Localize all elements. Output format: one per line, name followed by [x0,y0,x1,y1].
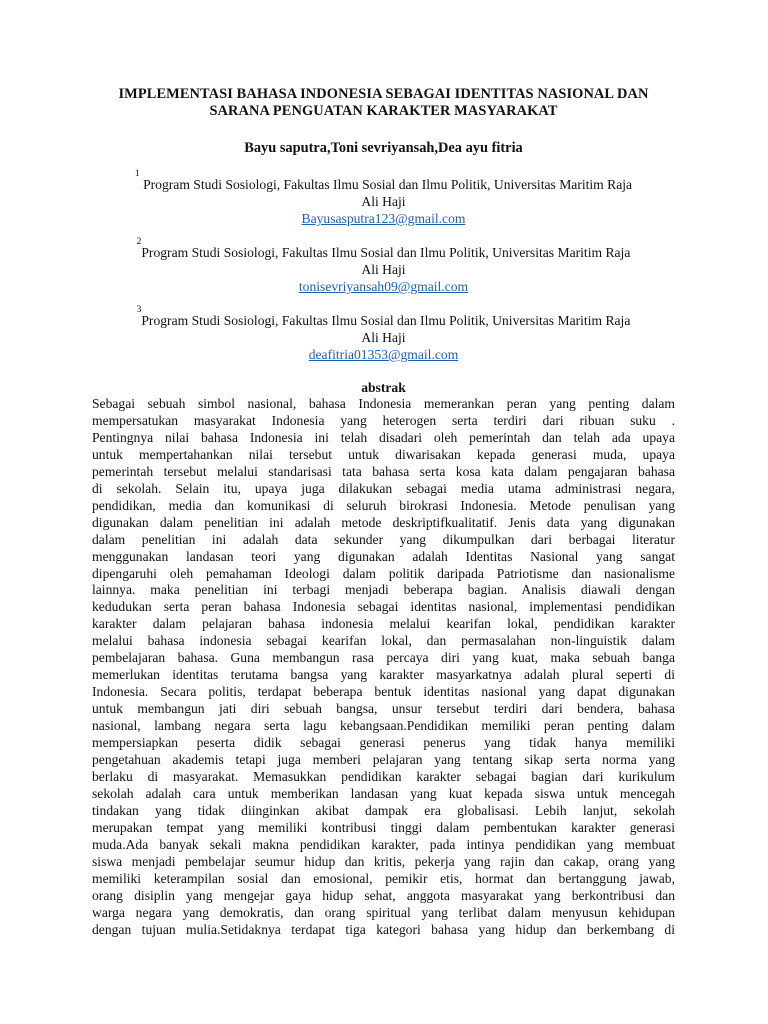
abstract-line: berlaku di masyarakat. Memasukkan pendidikan karakter sebagai bagian dari kurikulum [92,768,675,784]
abstract-line: Sebagai sebuah simbol nasional, bahasa Indonesia memerankan peran yang penting dalam [92,396,675,411]
abstract-line: orang disiplin yang mengejar gaya hidup sehat, anggota masyarakat yang berkontribusi dan [92,887,675,903]
abstract-line: dipengaruhi oleh pemahaman Ideologi dalam politik daripada Patriotisme dan nasionalisme [92,565,675,581]
affiliation-1 [92,169,675,227]
paper-title [92,86,675,119]
abstract-line: dengan tujuan mulia.Setidaknya terdapat tiga kategori bahasa yang hidup dan berkembang di [92,921,675,937]
affiliation-3 [92,305,675,363]
abstract-line: mempersiapkan peserta didik sebagai generasi penerus yang tidak hanya memiliki [92,735,675,751]
affiliation-text-cont: Ali Haji [361,262,406,277]
abstract-line: nasional, lambang negara serta lagu kebangsaan.Pendidikan memiliki peran penting dalam [92,718,675,734]
abstract-heading: abstrak [361,380,406,395]
abstract-line: untuk membangun jati diri sebuah bangsa, unsur tersebut terdiri dari bendera, bahasa [92,701,675,717]
abstract-line: dalam penelitian ini adalah data sekunder yang dikumpulkan dari berbagai literatur [92,531,675,547]
abstract-line: melalui bahasa indonesia sebagai kearifan lokal, dan permasalahan non-linguistik dalam [92,633,675,649]
affiliation-number: 2 [136,237,142,247]
abstract-line: mempersatukan masyarakat Indonesia yang heterogen serta terdiri dari ribuan suku . [92,412,675,428]
title-line-1: IMPLEMENTASI BAHASA INDONESIA SEBAGAI IDENTITAS NASIONAL DAN [118,86,649,102]
abstract-line: digunakan dalam penelitian ini adalah metode deskriptifkualitatif. Jenis data yang digunakan [92,514,675,530]
abstract-line: tindakan yang tidak diinginkan akibat dampak era globalisasi. Lebih lanjut, sekolah [92,802,675,818]
affiliation-number: 3 [136,305,142,315]
email-link[interactable]: tonisevriyansah09@gmail.com [298,279,469,294]
abstract-line: sekolah adalah cara untuk memberikan landasan yang kuat kepada siswa untuk mencegah [92,785,675,801]
abstract-line: karakter dalam pelajaran bahasa indonesia melalui kearifan lokal, pendidikan karakter [92,616,675,632]
abstract-line: siswa menjadi pembelajar seumur hidup dan kritis, pekerja yang rajin dan cakap, orang yang [92,853,675,869]
abstract-line: lainnya. maka penelitian ini terbagi menjadi beberapa bagian. Analisis diawali dengan [92,582,675,598]
abstract-line: menggunakan landasan teori yang digunakan adalah Identitas Nasional yang sangat [92,548,675,564]
abstract-line: merupakan tempat yang memiliki kontribusi tinggi dalam pembentukan karakter generasi [92,819,675,835]
affiliation-number: 1 [134,169,140,179]
paper-page [92,86,675,939]
abstract-line: pemerintah tersebut melalui standarisasi tata bahasa serta kosa kata dalam pengajaran bahasa [92,463,675,479]
abstract-line: memerlukan identitas terutama bangsa yang karakter masyarkatnya adalah plural seperti di [92,667,675,683]
abstract-line: kedudukan serta peran bahasa Indonesia sebagai identitas nasional, implementasi pendidikan [92,599,675,615]
affiliation-2 [92,237,675,295]
abstract-line: di sekolah. Selain itu, upaya juga dilakukan sebagai media utama administrasi negara, [92,480,675,496]
email-link[interactable]: Bayusasputra123@gmail.com [301,211,466,226]
affiliation-text: Program Studi Sosiologi, Fakultas Ilmu Sosial dan Ilmu Politik, Universitas Maritim Raja [141,313,631,328]
abstract-line: pengetahuan akademis tetapi juga memberi pelajaran yang tentang sikap serta norma yang [92,752,675,768]
abstract-line: memiliki keterampilan sosial dan emosional, pemikir etis, hormat dan bertanggung jawab, [92,870,675,886]
abstract-body [92,396,675,939]
affiliation-text-cont: Ali Haji [361,194,406,209]
title-line-2: SARANA PENGUATAN KARAKTER MASYARAKAT [209,102,558,119]
abstract-line: muda.Ada banyak sekali makna pendidikan karakter, pada intinya pendidikan yang membuat [92,836,675,852]
author-list: Bayu saputra,Toni sevriyansah,Dea ayu fitria [244,140,523,156]
affiliation-text-cont: Ali Haji [361,330,406,345]
abstract-line: untuk mempertahankan nilai tersebut untuk diwarisakan kepada generasi muda, upaya [92,446,675,462]
abstract-line: pembelajaran bahasa. Guna membangun rasa percaya diri yang kuat, maka sebuah banga [92,650,675,666]
email-link[interactable]: deafitria01353@gmail.com [308,347,459,362]
abstract-line: Indonesia. Secara politis, terdapat beberapa bentuk identitas nasional yang dapat digunakan [92,684,675,700]
abstract-line: warga negara yang demokratis, dan orang spiritual yang terlibat dalam menyusun kehidupan [92,904,675,920]
affiliation-text: Program Studi Sosiologi, Fakultas Ilmu Sosial dan Ilmu Politik, Universitas Maritim Raja [143,177,633,192]
abstract-line: pendidikan, media dan komunikasi di seluruh birokrasi Indonesia. Metode penulisan yang [92,497,675,513]
abstract-line: Pentingnya nilai bahasa Indonesia ini telah disadari oleh pemerintah dan telah ada upaya [92,429,675,445]
affiliation-text: Program Studi Sosiologi, Fakultas Ilmu Sosial dan Ilmu Politik, Universitas Maritim Raja [141,245,631,260]
